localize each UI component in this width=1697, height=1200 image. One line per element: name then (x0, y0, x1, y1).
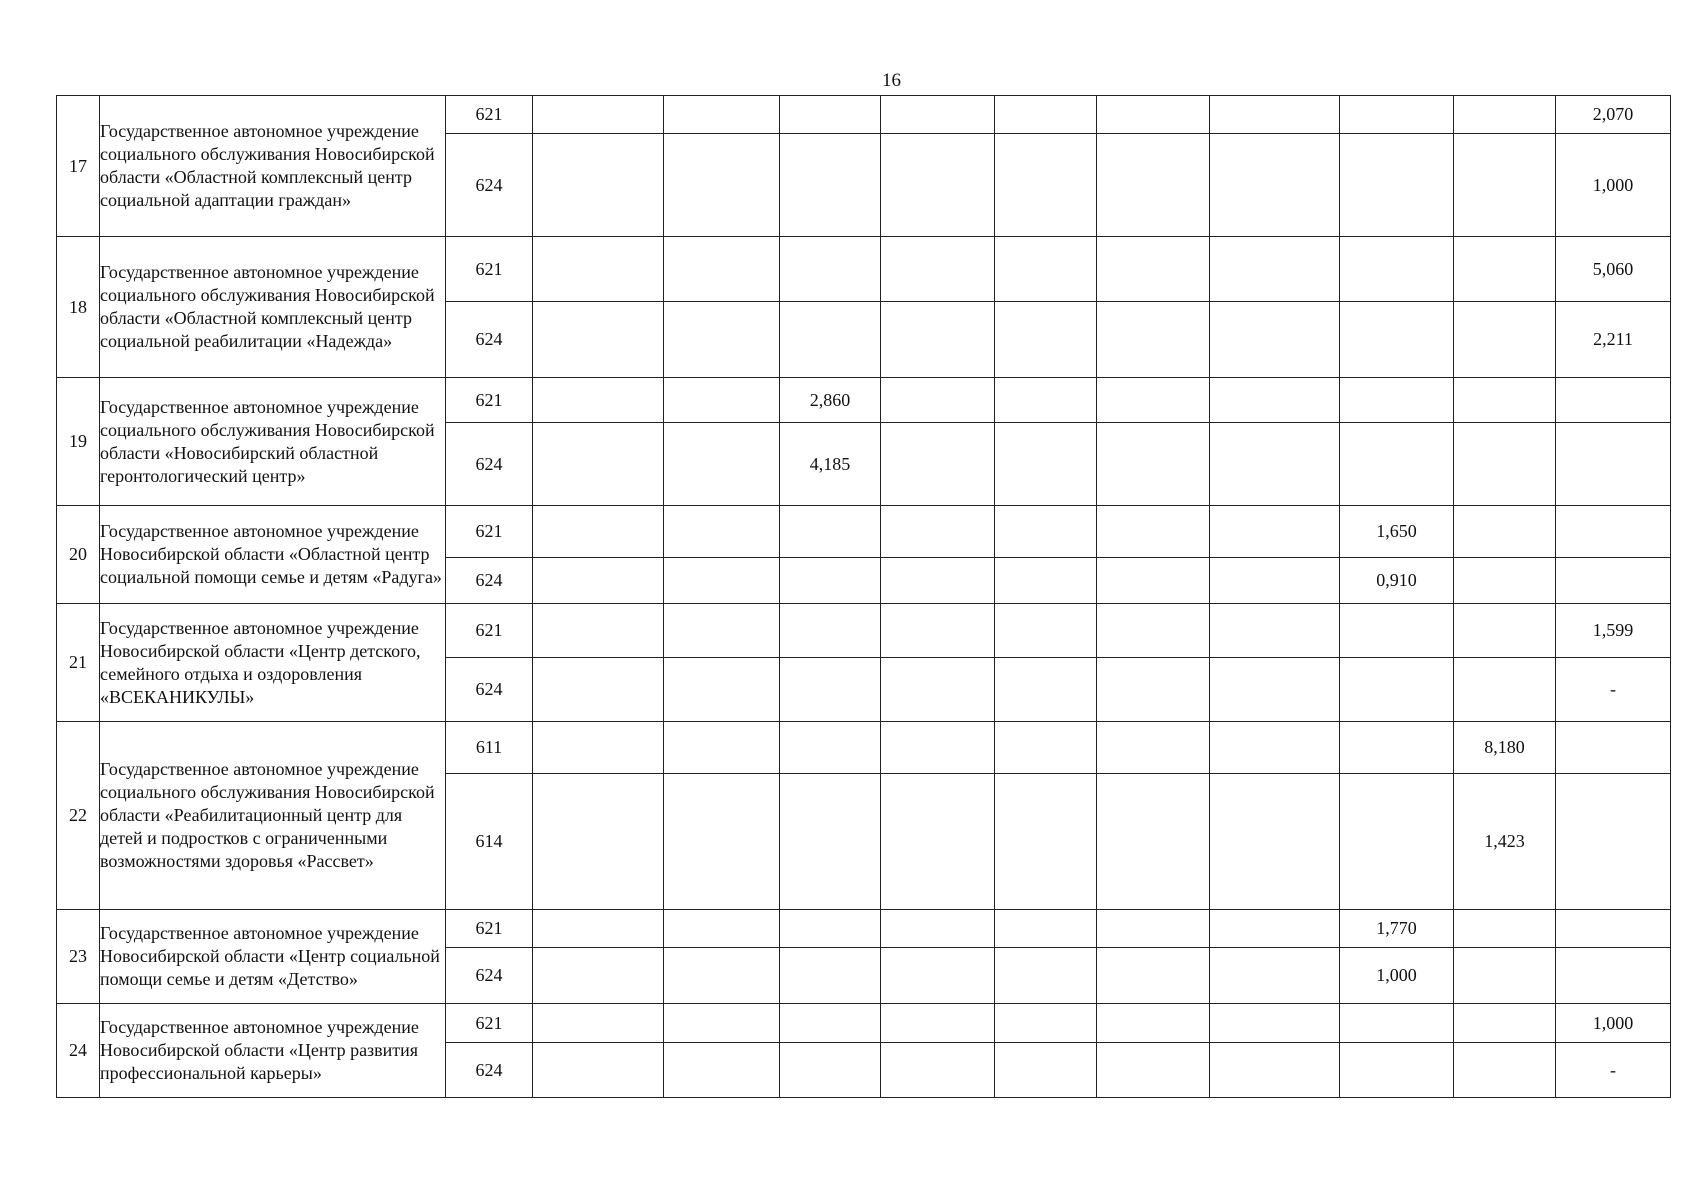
budget-table (56, 95, 1671, 1098)
value-cell (1454, 948, 1556, 1004)
value-cell (533, 948, 664, 1004)
value-cell (1210, 96, 1340, 134)
expense-code: 621 (446, 506, 533, 558)
value-cell (1210, 558, 1340, 604)
value-cell (1454, 302, 1556, 378)
value-cell: 1,599 (1556, 604, 1671, 658)
value-cell (1097, 658, 1210, 722)
value-cell: 5,060 (1556, 237, 1671, 302)
institution-name: Государственное автономное учреждение Новосибирской области «Центр детского, семейного отдыха и оздоровления «ВСЕКАНИКУЛЫ» (100, 604, 446, 722)
value-cell (995, 1043, 1097, 1098)
expense-code: 624 (446, 302, 533, 378)
page-number: 16 (882, 70, 901, 91)
value-cell (664, 774, 780, 910)
value-cell (664, 1043, 780, 1098)
table-row (57, 910, 1671, 948)
value-cell (1454, 134, 1556, 237)
table-body (57, 96, 1671, 1098)
value-cell (1210, 1004, 1340, 1043)
value-cell (1097, 1004, 1210, 1043)
value-cell (533, 604, 664, 658)
value-cell (881, 910, 995, 948)
value-cell (1340, 658, 1454, 722)
value-cell (664, 237, 780, 302)
expense-code: 624 (446, 134, 533, 237)
value-cell (780, 506, 881, 558)
value-cell (780, 302, 881, 378)
value-cell (533, 658, 664, 722)
value-cell: 0,910 (1340, 558, 1454, 604)
value-cell (1454, 1043, 1556, 1098)
value-cell: 1,000 (1340, 948, 1454, 1004)
value-cell (1210, 378, 1340, 423)
value-cell: 1,650 (1340, 506, 1454, 558)
institution-name: Государственное автономное учреждение Новосибирской области «Областной центр социальной помощи семье и детям «Радуга» (100, 506, 446, 604)
row-number: 21 (57, 604, 100, 722)
value-cell: 1,000 (1556, 1004, 1671, 1043)
value-cell (1556, 558, 1671, 604)
value-cell (881, 604, 995, 658)
value-cell (533, 910, 664, 948)
expense-code: 611 (446, 722, 533, 774)
value-cell (1097, 423, 1210, 506)
row-number: 23 (57, 910, 100, 1004)
value-cell (1097, 378, 1210, 423)
row-number: 18 (57, 237, 100, 378)
value-cell (1454, 423, 1556, 506)
expense-code: 621 (446, 604, 533, 658)
value-cell (1097, 910, 1210, 948)
value-cell (1454, 237, 1556, 302)
value-cell (533, 774, 664, 910)
value-cell (664, 378, 780, 423)
value-cell (780, 134, 881, 237)
value-cell (1210, 506, 1340, 558)
value-cell (995, 302, 1097, 378)
value-cell (780, 658, 881, 722)
value-cell: 1,000 (1556, 134, 1671, 237)
expense-code: 624 (446, 948, 533, 1004)
value-cell (995, 948, 1097, 1004)
value-cell (881, 1004, 995, 1043)
value-cell (995, 722, 1097, 774)
value-cell (995, 658, 1097, 722)
value-cell (881, 96, 995, 134)
value-cell (881, 506, 995, 558)
value-cell (995, 96, 1097, 134)
value-cell (780, 558, 881, 604)
table-row (57, 237, 1671, 302)
value-cell (1097, 237, 1210, 302)
value-cell (881, 302, 995, 378)
value-cell (533, 378, 664, 423)
value-cell (995, 558, 1097, 604)
value-cell (1340, 134, 1454, 237)
value-cell (1210, 423, 1340, 506)
value-cell (1210, 658, 1340, 722)
value-cell (780, 604, 881, 658)
value-cell (533, 558, 664, 604)
institution-name: Государственное автономное учреждение социального обслуживания Новосибирской области «Новосибирский областной геронтологический центр» (100, 378, 446, 506)
expense-code: 621 (446, 378, 533, 423)
value-cell (1454, 558, 1556, 604)
table-row (57, 604, 1671, 658)
value-cell (780, 96, 881, 134)
value-cell (780, 237, 881, 302)
value-cell (1340, 774, 1454, 910)
table-row (57, 96, 1671, 134)
value-cell (1454, 658, 1556, 722)
value-cell (1340, 302, 1454, 378)
row-number: 24 (57, 1004, 100, 1098)
value-cell (881, 423, 995, 506)
value-cell (881, 558, 995, 604)
expense-code: 624 (446, 558, 533, 604)
row-number: 17 (57, 96, 100, 237)
expense-code: 614 (446, 774, 533, 910)
value-cell (664, 558, 780, 604)
value-cell (995, 774, 1097, 910)
value-cell (780, 1004, 881, 1043)
value-cell (995, 910, 1097, 948)
value-cell (780, 722, 881, 774)
value-cell (881, 774, 995, 910)
value-cell (995, 1004, 1097, 1043)
value-cell (881, 722, 995, 774)
value-cell (780, 910, 881, 948)
value-cell (1210, 910, 1340, 948)
value-cell (533, 237, 664, 302)
value-cell (1340, 1004, 1454, 1043)
value-cell: 1,770 (1340, 910, 1454, 948)
value-cell (533, 1043, 664, 1098)
value-cell (1097, 722, 1210, 774)
table-row (57, 506, 1671, 558)
row-number: 20 (57, 506, 100, 604)
value-cell: - (1556, 658, 1671, 722)
value-cell: 1,423 (1454, 774, 1556, 910)
value-cell (1097, 604, 1210, 658)
value-cell: 2,211 (1556, 302, 1671, 378)
expense-code: 621 (446, 96, 533, 134)
value-cell (1454, 1004, 1556, 1043)
value-cell (664, 134, 780, 237)
value-cell (1210, 948, 1340, 1004)
value-cell (780, 948, 881, 1004)
value-cell (1340, 378, 1454, 423)
value-cell (1556, 378, 1671, 423)
value-cell (1210, 722, 1340, 774)
value-cell (881, 378, 995, 423)
value-cell (664, 658, 780, 722)
value-cell (881, 658, 995, 722)
value-cell (881, 948, 995, 1004)
value-cell (664, 423, 780, 506)
value-cell: 8,180 (1454, 722, 1556, 774)
value-cell (664, 506, 780, 558)
value-cell (995, 378, 1097, 423)
value-cell (1340, 1043, 1454, 1098)
value-cell (995, 604, 1097, 658)
value-cell (1097, 948, 1210, 1004)
value-cell (1340, 423, 1454, 506)
value-cell (1556, 506, 1671, 558)
expense-code: 621 (446, 237, 533, 302)
value-cell (995, 237, 1097, 302)
value-cell (1454, 378, 1556, 423)
value-cell (664, 302, 780, 378)
value-cell (1556, 774, 1671, 910)
expense-code: 624 (446, 1043, 533, 1098)
value-cell (881, 237, 995, 302)
value-cell (1097, 1043, 1210, 1098)
value-cell (1210, 1043, 1340, 1098)
value-cell (881, 1043, 995, 1098)
table-row (57, 1004, 1671, 1043)
value-cell (533, 1004, 664, 1043)
institution-name: Государственное автономное учреждение социального обслуживания Новосибирской области «Областной комплексный центр социальной адаптации граждан» (100, 96, 446, 237)
value-cell (664, 948, 780, 1004)
value-cell (780, 1043, 881, 1098)
value-cell (664, 1004, 780, 1043)
value-cell (1097, 302, 1210, 378)
institution-name: Государственное автономное учреждение социального обслуживания Новосибирской области «Реабилитационный центр для детей и подростков с ограниченными возможностями здоровья «Рассвет» (100, 722, 446, 910)
value-cell (1210, 237, 1340, 302)
value-cell (1340, 96, 1454, 134)
value-cell: 2,070 (1556, 96, 1671, 134)
value-cell (995, 423, 1097, 506)
value-cell (1340, 722, 1454, 774)
value-cell: 4,185 (780, 423, 881, 506)
value-cell (1556, 910, 1671, 948)
expense-code: 621 (446, 1004, 533, 1043)
value-cell (1210, 302, 1340, 378)
value-cell (1556, 722, 1671, 774)
value-cell (1454, 604, 1556, 658)
value-cell (1340, 604, 1454, 658)
value-cell (881, 134, 995, 237)
expense-code: 621 (446, 910, 533, 948)
value-cell: - (1556, 1043, 1671, 1098)
value-cell (1454, 910, 1556, 948)
value-cell (1097, 96, 1210, 134)
value-cell (533, 506, 664, 558)
value-cell (1556, 423, 1671, 506)
value-cell (995, 134, 1097, 237)
value-cell: 2,860 (780, 378, 881, 423)
row-number: 19 (57, 378, 100, 506)
institution-name: Государственное автономное учреждение социального обслуживания Новосибирской области «Областной комплексный центр социальной реабилитации «Надежда» (100, 237, 446, 378)
value-cell (533, 423, 664, 506)
institution-name: Государственное автономное учреждение Новосибирской области «Центр социальной помощи семье и детям «Детство» (100, 910, 446, 1004)
value-cell (1210, 604, 1340, 658)
value-cell (1097, 134, 1210, 237)
value-cell (664, 604, 780, 658)
value-cell (1454, 506, 1556, 558)
value-cell (1210, 134, 1340, 237)
value-cell (664, 910, 780, 948)
value-cell (533, 722, 664, 774)
expense-code: 624 (446, 423, 533, 506)
value-cell (1454, 96, 1556, 134)
value-cell (1340, 237, 1454, 302)
expense-code: 624 (446, 658, 533, 722)
table-row (57, 378, 1671, 423)
value-cell (995, 506, 1097, 558)
value-cell (1097, 506, 1210, 558)
value-cell (1097, 774, 1210, 910)
value-cell (1097, 558, 1210, 604)
value-cell (533, 302, 664, 378)
table-row (57, 722, 1671, 774)
value-cell (1556, 948, 1671, 1004)
value-cell (533, 134, 664, 237)
value-cell (664, 722, 780, 774)
value-cell (533, 96, 664, 134)
value-cell (664, 96, 780, 134)
value-cell (1210, 774, 1340, 910)
institution-name: Государственное автономное учреждение Новосибирской области «Центр развития профессиональной карьеры» (100, 1004, 446, 1098)
value-cell (780, 774, 881, 910)
row-number: 22 (57, 722, 100, 910)
